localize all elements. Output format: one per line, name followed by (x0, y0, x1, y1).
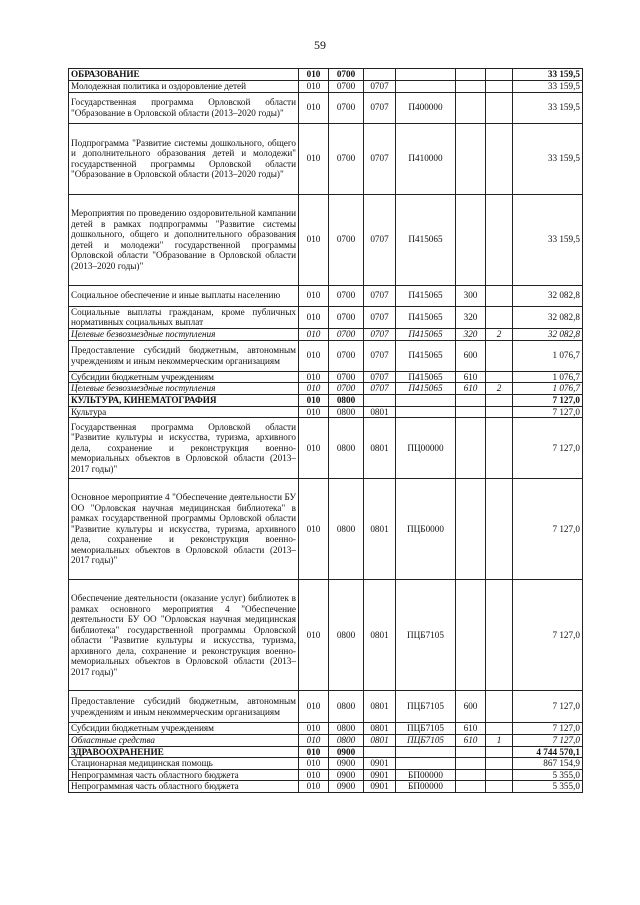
cell-code-grbs: 010 (299, 383, 329, 395)
cell-code-target: ПЦБ7105 (396, 691, 456, 723)
cell-code-subsection: 0801 (364, 479, 396, 580)
table-row (69, 306, 583, 328)
cell-name: ОБРАЗОВАНИЕ (69, 69, 299, 81)
cell-code-section: 0900 (329, 758, 364, 770)
cell-code-target (396, 406, 456, 418)
cell-code-grbs: 010 (299, 734, 329, 746)
section-row (69, 746, 583, 758)
cell-name: Субсидии бюджетным учреждениям (69, 371, 299, 383)
cell-code-source (486, 306, 513, 328)
cell-amount: 7 127,0 (513, 723, 583, 735)
cell-code-section: 0800 (329, 734, 364, 746)
cell-code-source (486, 691, 513, 723)
cell-code-expense-type (456, 81, 486, 93)
cell-code-section: 0700 (329, 69, 364, 81)
cell-amount: 5 355,0 (513, 781, 583, 793)
table-row (69, 723, 583, 735)
cell-code-expense-type: 300 (456, 285, 486, 306)
cell-amount: 32 082,8 (513, 285, 583, 306)
cell-code-source (486, 746, 513, 758)
cell-amount: 1 076,7 (513, 383, 583, 395)
cell-name: Целевые безвозмездные поступления (69, 383, 299, 395)
cell-code-section: 0700 (329, 285, 364, 306)
cell-code-target (396, 758, 456, 770)
cell-code-target: П415065 (396, 285, 456, 306)
cell-code-subsection: 0707 (364, 194, 396, 285)
cell-code-section: 0900 (329, 769, 364, 781)
cell-code-target: П415065 (396, 194, 456, 285)
cell-code-section: 0700 (329, 194, 364, 285)
cell-name: Основное мероприятие 4 "Обеспечение деятельности БУ ОО "Орловская научная медицинская библиотека" в рамках государственной программы Орловской области "Развитие культуры и искусства, туризма, архивного дела, сохранение и реконструкция военно-мемориальных объектов в Орловской области (2013–2017 годы)" (69, 479, 299, 580)
cell-amount: 1 076,7 (513, 371, 583, 383)
cell-code-source: 2 (486, 328, 513, 340)
cell-code-source (486, 723, 513, 735)
cell-amount: 867 154,9 (513, 758, 583, 770)
cell-code-section: 0800 (329, 723, 364, 735)
cell-code-subsection (364, 69, 396, 81)
table-row (69, 123, 583, 194)
budget-table (68, 68, 583, 793)
cell-name: КУЛЬТУРА, КИНЕМАТОГРАФИЯ (69, 394, 299, 406)
cell-code-target: ПЦБ7105 (396, 734, 456, 746)
cell-name: Областные средства (69, 734, 299, 746)
cell-code-section: 0700 (329, 340, 364, 371)
cell-code-source (486, 406, 513, 418)
cell-name: Непрограммная часть областного бюджета (69, 769, 299, 781)
cell-code-section: 0700 (329, 92, 364, 123)
cell-name: Государственная программа Орловской области "Развитие культуры и искусства, туризма, архивного дела, сохранение и реконструкция военно-мемориальных объектов в Орловской области (2013–2017 годы)" (69, 418, 299, 479)
cell-code-target: П415065 (396, 306, 456, 328)
cell-code-source (486, 81, 513, 93)
cell-amount: 32 082,8 (513, 328, 583, 340)
cell-code-grbs: 010 (299, 306, 329, 328)
table-row (69, 328, 583, 340)
cell-code-subsection: 0707 (364, 383, 396, 395)
cell-code-source: 1 (486, 734, 513, 746)
cell-code-source (486, 580, 513, 691)
cell-code-grbs: 010 (299, 479, 329, 580)
cell-code-source (486, 92, 513, 123)
budget-table-body (69, 69, 583, 793)
cell-code-section: 0800 (329, 406, 364, 418)
cell-code-subsection (364, 394, 396, 406)
cell-name: Целевые безвозмездные поступления (69, 328, 299, 340)
table-row (69, 383, 583, 395)
cell-name: Государственная программа Орловской области "Образование в Орловской области (2013–2020 годы)" (69, 92, 299, 123)
cell-amount: 33 159,5 (513, 123, 583, 194)
cell-code-section: 0800 (329, 479, 364, 580)
cell-code-grbs: 010 (299, 285, 329, 306)
cell-code-expense-type (456, 580, 486, 691)
table-row (69, 479, 583, 580)
cell-code-source (486, 479, 513, 580)
table-row (69, 81, 583, 93)
cell-code-target: ПЦ00000 (396, 418, 456, 479)
cell-code-section: 0700 (329, 383, 364, 395)
cell-code-expense-type (456, 769, 486, 781)
cell-code-expense-type (456, 418, 486, 479)
cell-code-target: БП00000 (396, 781, 456, 793)
cell-code-subsection: 0801 (364, 691, 396, 723)
table-row (69, 340, 583, 371)
cell-amount: 7 127,0 (513, 580, 583, 691)
cell-amount: 33 159,5 (513, 92, 583, 123)
cell-code-expense-type: 600 (456, 691, 486, 723)
cell-code-expense-type: 610 (456, 723, 486, 735)
cell-code-expense-type: 320 (456, 328, 486, 340)
cell-code-source (486, 758, 513, 770)
cell-code-grbs: 010 (299, 81, 329, 93)
cell-code-target (396, 69, 456, 81)
cell-code-section: 0700 (329, 81, 364, 93)
cell-code-subsection: 0801 (364, 418, 396, 479)
cell-amount: 33 159,5 (513, 81, 583, 93)
cell-code-expense-type: 610 (456, 734, 486, 746)
cell-code-expense-type (456, 69, 486, 81)
cell-name: Подпрограмма "Развитие системы дошкольного, общего и дополнительного образования детей и молодежи" государственной программы Орловской области "Образование в Орловской области (2013–2020 годы)" (69, 123, 299, 194)
cell-code-section: 0800 (329, 580, 364, 691)
cell-code-expense-type (456, 746, 486, 758)
cell-name: Социальные выплаты гражданам, кроме публичных нормативных социальных выплат (69, 306, 299, 328)
cell-code-expense-type (456, 92, 486, 123)
table-row (69, 769, 583, 781)
cell-name: Культура (69, 406, 299, 418)
cell-amount: 7 127,0 (513, 734, 583, 746)
cell-code-source (486, 285, 513, 306)
cell-code-grbs: 010 (299, 371, 329, 383)
cell-code-grbs: 010 (299, 723, 329, 735)
table-row (69, 371, 583, 383)
cell-name: Обеспечение деятельности (оказание услуг) библиотек в рамках основного мероприятия 4 "Обеспечение деятельности БУ ОО "Орловская научная медицинская библиотека" государственной программы Орловской области "Развитие культуры и искусства, туризма, архивного дела, сохранение и реконструкция военно-мемориальных объектов в Орловской области (2013–2017 годы)" (69, 580, 299, 691)
cell-code-subsection: 0707 (364, 92, 396, 123)
cell-code-source (486, 769, 513, 781)
table-row (69, 418, 583, 479)
cell-code-expense-type: 320 (456, 306, 486, 328)
cell-amount: 7 127,0 (513, 394, 583, 406)
cell-code-expense-type (456, 406, 486, 418)
cell-code-section: 0900 (329, 746, 364, 758)
section-row (69, 69, 583, 81)
cell-code-grbs: 010 (299, 746, 329, 758)
cell-code-grbs: 010 (299, 691, 329, 723)
cell-code-expense-type: 610 (456, 371, 486, 383)
cell-code-grbs: 010 (299, 418, 329, 479)
cell-code-source (486, 418, 513, 479)
cell-name: Стационарная медицинская помощь (69, 758, 299, 770)
cell-code-grbs: 010 (299, 194, 329, 285)
cell-code-subsection: 0801 (364, 734, 396, 746)
cell-amount: 33 159,5 (513, 69, 583, 81)
cell-amount: 33 159,5 (513, 194, 583, 285)
cell-code-target: П415065 (396, 371, 456, 383)
cell-code-expense-type (456, 781, 486, 793)
cell-amount: 5 355,0 (513, 769, 583, 781)
cell-code-section: 0900 (329, 781, 364, 793)
cell-code-subsection: 0707 (364, 340, 396, 371)
cell-code-source (486, 123, 513, 194)
cell-code-source (486, 394, 513, 406)
cell-code-grbs: 010 (299, 781, 329, 793)
cell-code-source (486, 781, 513, 793)
cell-code-subsection: 0901 (364, 781, 396, 793)
cell-code-target: П410000 (396, 123, 456, 194)
cell-code-target (396, 394, 456, 406)
cell-code-grbs: 010 (299, 580, 329, 691)
cell-name: ЗДРАВООХРАНЕНИЕ (69, 746, 299, 758)
cell-code-subsection: 0707 (364, 371, 396, 383)
cell-code-section: 0800 (329, 691, 364, 723)
cell-amount: 32 082,8 (513, 306, 583, 328)
page-number: 59 (314, 38, 326, 52)
cell-code-source (486, 340, 513, 371)
cell-code-target: П400000 (396, 92, 456, 123)
cell-code-target: П415065 (396, 328, 456, 340)
cell-code-expense-type (456, 758, 486, 770)
table-row (69, 691, 583, 723)
cell-code-source (486, 69, 513, 81)
cell-name: Субсидии бюджетным учреждениям (69, 723, 299, 735)
cell-code-grbs: 010 (299, 123, 329, 194)
cell-code-subsection: 0801 (364, 723, 396, 735)
cell-code-grbs: 010 (299, 69, 329, 81)
cell-code-subsection: 0801 (364, 580, 396, 691)
cell-code-expense-type: 610 (456, 383, 486, 395)
table-row (69, 406, 583, 418)
cell-code-grbs: 010 (299, 769, 329, 781)
cell-code-section: 0700 (329, 306, 364, 328)
cell-code-target: П415065 (396, 340, 456, 371)
cell-code-target: БП00000 (396, 769, 456, 781)
cell-code-section: 0700 (329, 328, 364, 340)
cell-code-target: ПЦБ7105 (396, 580, 456, 691)
table-row (69, 285, 583, 306)
cell-name: Мероприятия по проведению оздоровительной кампании детей в рамках подпрограммы "Развитие системы дошкольного, общего и дополнительного образования детей и молодежи" государственной программы Орловской области "Образование в Орловской области (2013–2020 годы)" (69, 194, 299, 285)
cell-code-section: 0800 (329, 418, 364, 479)
cell-code-subsection: 0801 (364, 406, 396, 418)
cell-code-section: 0700 (329, 371, 364, 383)
table-row (69, 580, 583, 691)
table-row (69, 758, 583, 770)
cell-name: Молодежная политика и оздоровление детей (69, 81, 299, 93)
cell-code-grbs: 010 (299, 406, 329, 418)
cell-code-expense-type (456, 479, 486, 580)
cell-code-target: П415065 (396, 383, 456, 395)
cell-code-section: 0800 (329, 394, 364, 406)
cell-code-expense-type (456, 123, 486, 194)
cell-amount: 7 127,0 (513, 691, 583, 723)
cell-code-subsection: 0707 (364, 123, 396, 194)
table-row (69, 781, 583, 793)
cell-code-grbs: 010 (299, 394, 329, 406)
cell-code-target (396, 81, 456, 93)
cell-code-subsection: 0707 (364, 81, 396, 93)
table-row (69, 92, 583, 123)
cell-code-expense-type: 600 (456, 340, 486, 371)
cell-name: Социальное обеспечение и иные выплаты населению (69, 285, 299, 306)
cell-code-subsection: 0901 (364, 769, 396, 781)
cell-code-expense-type (456, 394, 486, 406)
table-row (69, 734, 583, 746)
cell-amount: 4 744 570,1 (513, 746, 583, 758)
cell-amount: 1 076,7 (513, 340, 583, 371)
section-row (69, 394, 583, 406)
cell-code-subsection: 0707 (364, 285, 396, 306)
cell-code-source: 2 (486, 383, 513, 395)
cell-code-subsection: 0707 (364, 328, 396, 340)
table-row (69, 194, 583, 285)
cell-code-section: 0700 (329, 123, 364, 194)
cell-code-target: ПЦБ7105 (396, 723, 456, 735)
cell-name: Предоставление субсидий бюджетным, автономным учреждениям и иным некоммерческим организациям (69, 691, 299, 723)
cell-code-source (486, 194, 513, 285)
cell-amount: 7 127,0 (513, 479, 583, 580)
cell-code-target (396, 746, 456, 758)
cell-code-grbs: 010 (299, 92, 329, 123)
cell-amount: 7 127,0 (513, 418, 583, 479)
cell-code-target: ПЦБ0000 (396, 479, 456, 580)
cell-name: Предоставление субсидий бюджетным, автономным учреждениям и иным некоммерческим организациям (69, 340, 299, 371)
cell-name: Непрограммная часть областного бюджета (69, 781, 299, 793)
cell-code-grbs: 010 (299, 340, 329, 371)
cell-code-source (486, 371, 513, 383)
cell-code-subsection: 0707 (364, 306, 396, 328)
cell-code-subsection (364, 746, 396, 758)
cell-code-grbs: 010 (299, 758, 329, 770)
cell-code-expense-type (456, 194, 486, 285)
cell-code-subsection: 0901 (364, 758, 396, 770)
cell-code-grbs: 010 (299, 328, 329, 340)
cell-amount: 7 127,0 (513, 406, 583, 418)
